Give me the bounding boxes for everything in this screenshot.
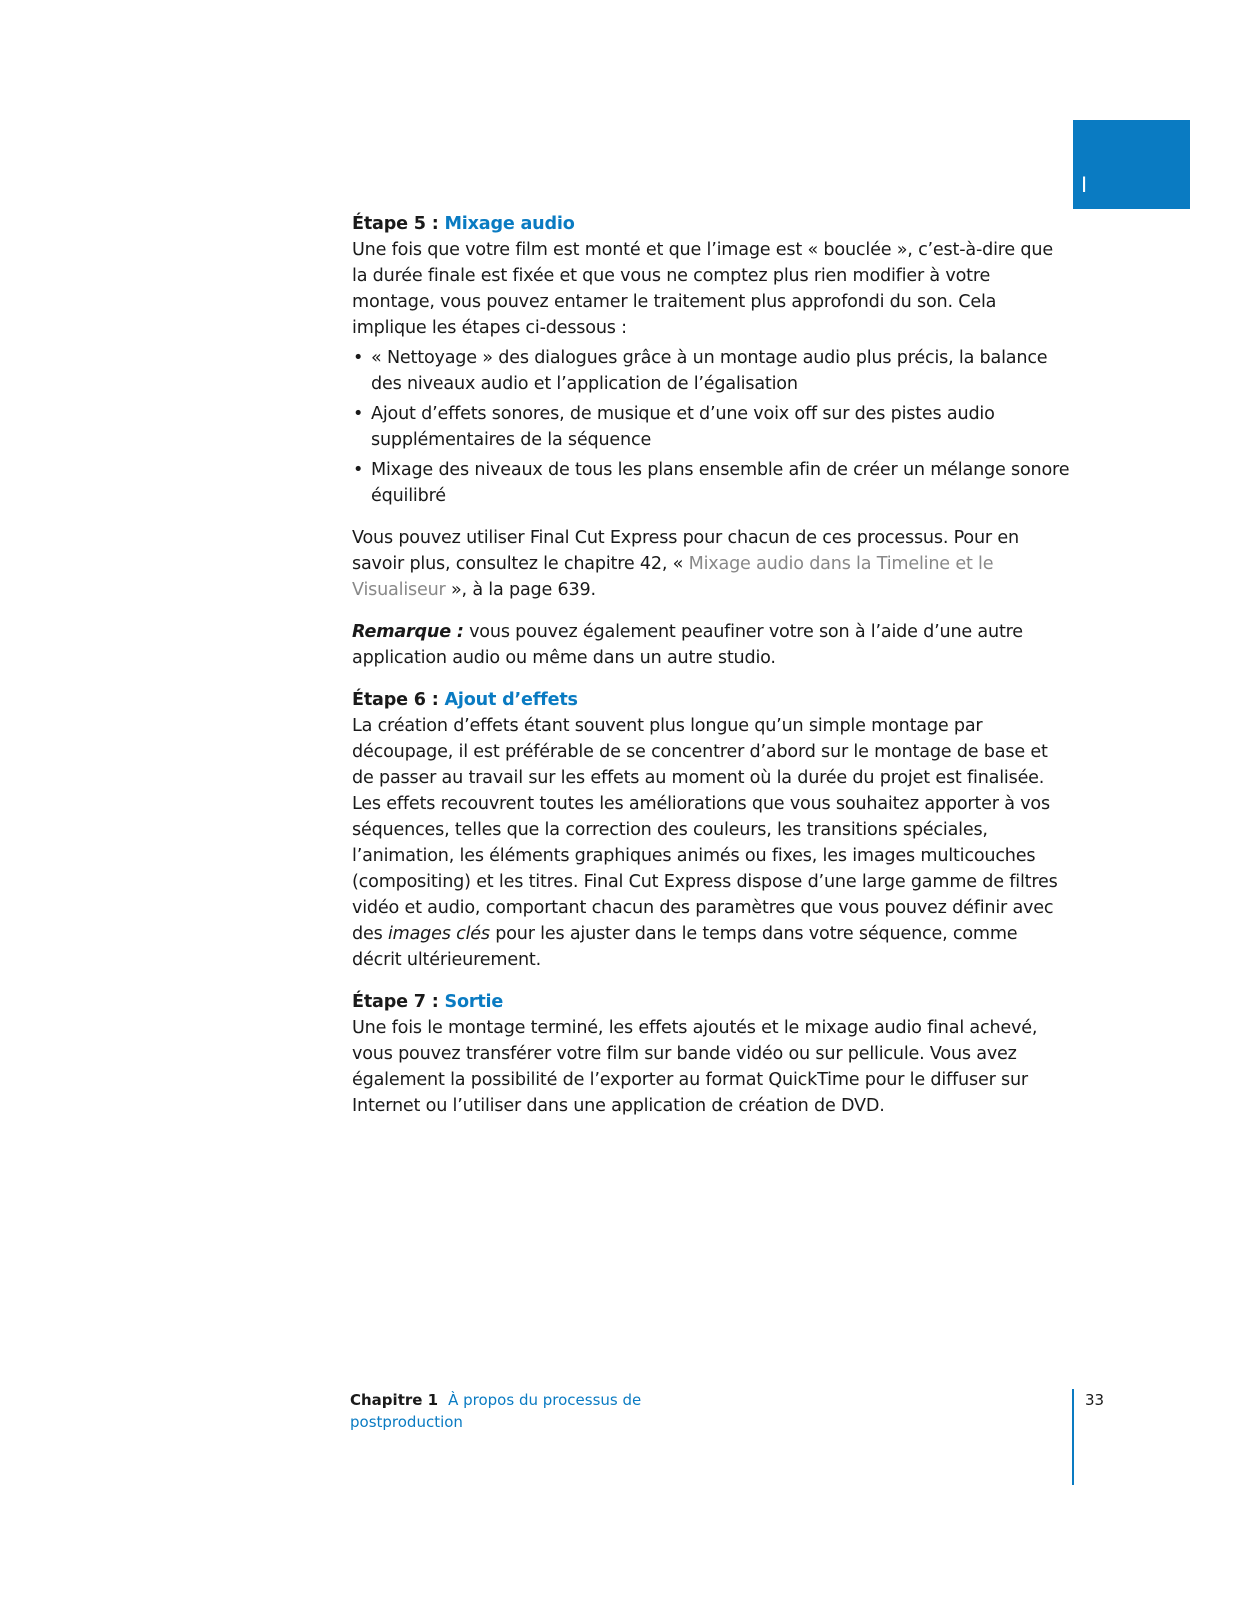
list-item: • Ajout d’effets sonores, de musique et d’une voix off sur des pistes audio supplémentaires de la séquence	[352, 401, 1072, 453]
step5-title: Mixage audio	[444, 214, 575, 234]
step6-text	[352, 713, 1072, 973]
step7-text: Une fois le montage terminé, les effets ajoutés et le mixage audio final achevé, vous pouvez transférer votre film sur bande vidéo ou sur pellicule. Vous avez également la possibilité de l’exporter au format QuickTime pour le diffuser sur Internet ou l’utiliser dans une application de création de DVD.	[352, 1018, 1038, 1116]
step7-label: Étape 7 :	[352, 992, 439, 1012]
chapter-tab	[1073, 120, 1190, 209]
chapter-tab-label: I	[1081, 172, 1088, 197]
step6-text-end: pour les ajuster dans le temps dans votre séquence, comme décrit ultérieurement.	[352, 924, 1018, 970]
page-number: 33	[1085, 1391, 1105, 1409]
step5-bullet-list	[352, 345, 1072, 509]
page-footer	[350, 1389, 750, 1433]
step5-label: Étape 5 :	[352, 214, 439, 234]
step5-heading	[352, 211, 1072, 237]
page-content	[352, 211, 1072, 1119]
keyframes-term: images clés	[387, 924, 490, 944]
chapter-link[interactable]: Mixage audio dans la Timeline et le Visualiseur	[352, 554, 994, 600]
footer-chapter-label: Chapitre 1	[350, 1391, 439, 1409]
step7-title: Sortie	[444, 992, 504, 1012]
step5-intro: Une fois que votre film est monté et que l’image est « bouclée », c’est-à-dire que la durée finale est fixée et que vous ne comptez plus rien modifier à votre montage, vous pouvez entamer le traitement plus approfondi du son. Cela implique les étapes ci-dessous :	[352, 240, 1053, 338]
footer-divider	[1072, 1389, 1074, 1485]
footer-chapter-title: À propos du processus de postproduction	[350, 1391, 642, 1431]
step5-paragraph-end: », à la page 639.	[445, 580, 596, 600]
step6-text-start: La création d’effets étant souvent plus longue qu’un simple montage par découpage, il est préférable de se concentrer d’abord sur le montage de base et de passer au travail sur les effets au moment où la durée du projet est finalisée. Les effets recouvrent toutes les améliorations que vous souhaitez apporter à vos séquences, telles que la correction des couleurs, les transitions spéciales, l’animation, les éléments graphiques animés ou fixes, les images multicouches (compositing) et les titres. Final Cut Express dispose d’une large gamme de filtres vidéo et audio, comportant chacun des paramètres que vous pouvez définir avec des	[352, 716, 1058, 944]
step6-label: Étape 6 :	[352, 690, 439, 710]
list-item: • Mixage des niveaux de tous les plans ensemble afin de créer un mélange sonore équilibré	[352, 457, 1072, 509]
step5-note	[352, 619, 1072, 671]
step6-title: Ajout d’effets	[444, 690, 578, 710]
step5-paragraph-text: Vous pouvez utiliser Final Cut Express pour chacun de ces processus. Pour en savoir plus, consultez le chapitre 42, «	[352, 528, 1019, 574]
step5-paragraph	[352, 525, 1072, 603]
step6-heading	[352, 687, 1072, 713]
list-item: • « Nettoyage » des dialogues grâce à un montage audio plus précis, la balance des niveaux audio et l’application de l’égalisation	[352, 345, 1072, 397]
note-text: vous pouvez également peaufiner votre son à l’aide d’une autre application audio ou même dans un autre studio.	[352, 622, 1023, 668]
step7-heading	[352, 989, 1072, 1015]
note-label: Remarque :	[352, 622, 464, 642]
